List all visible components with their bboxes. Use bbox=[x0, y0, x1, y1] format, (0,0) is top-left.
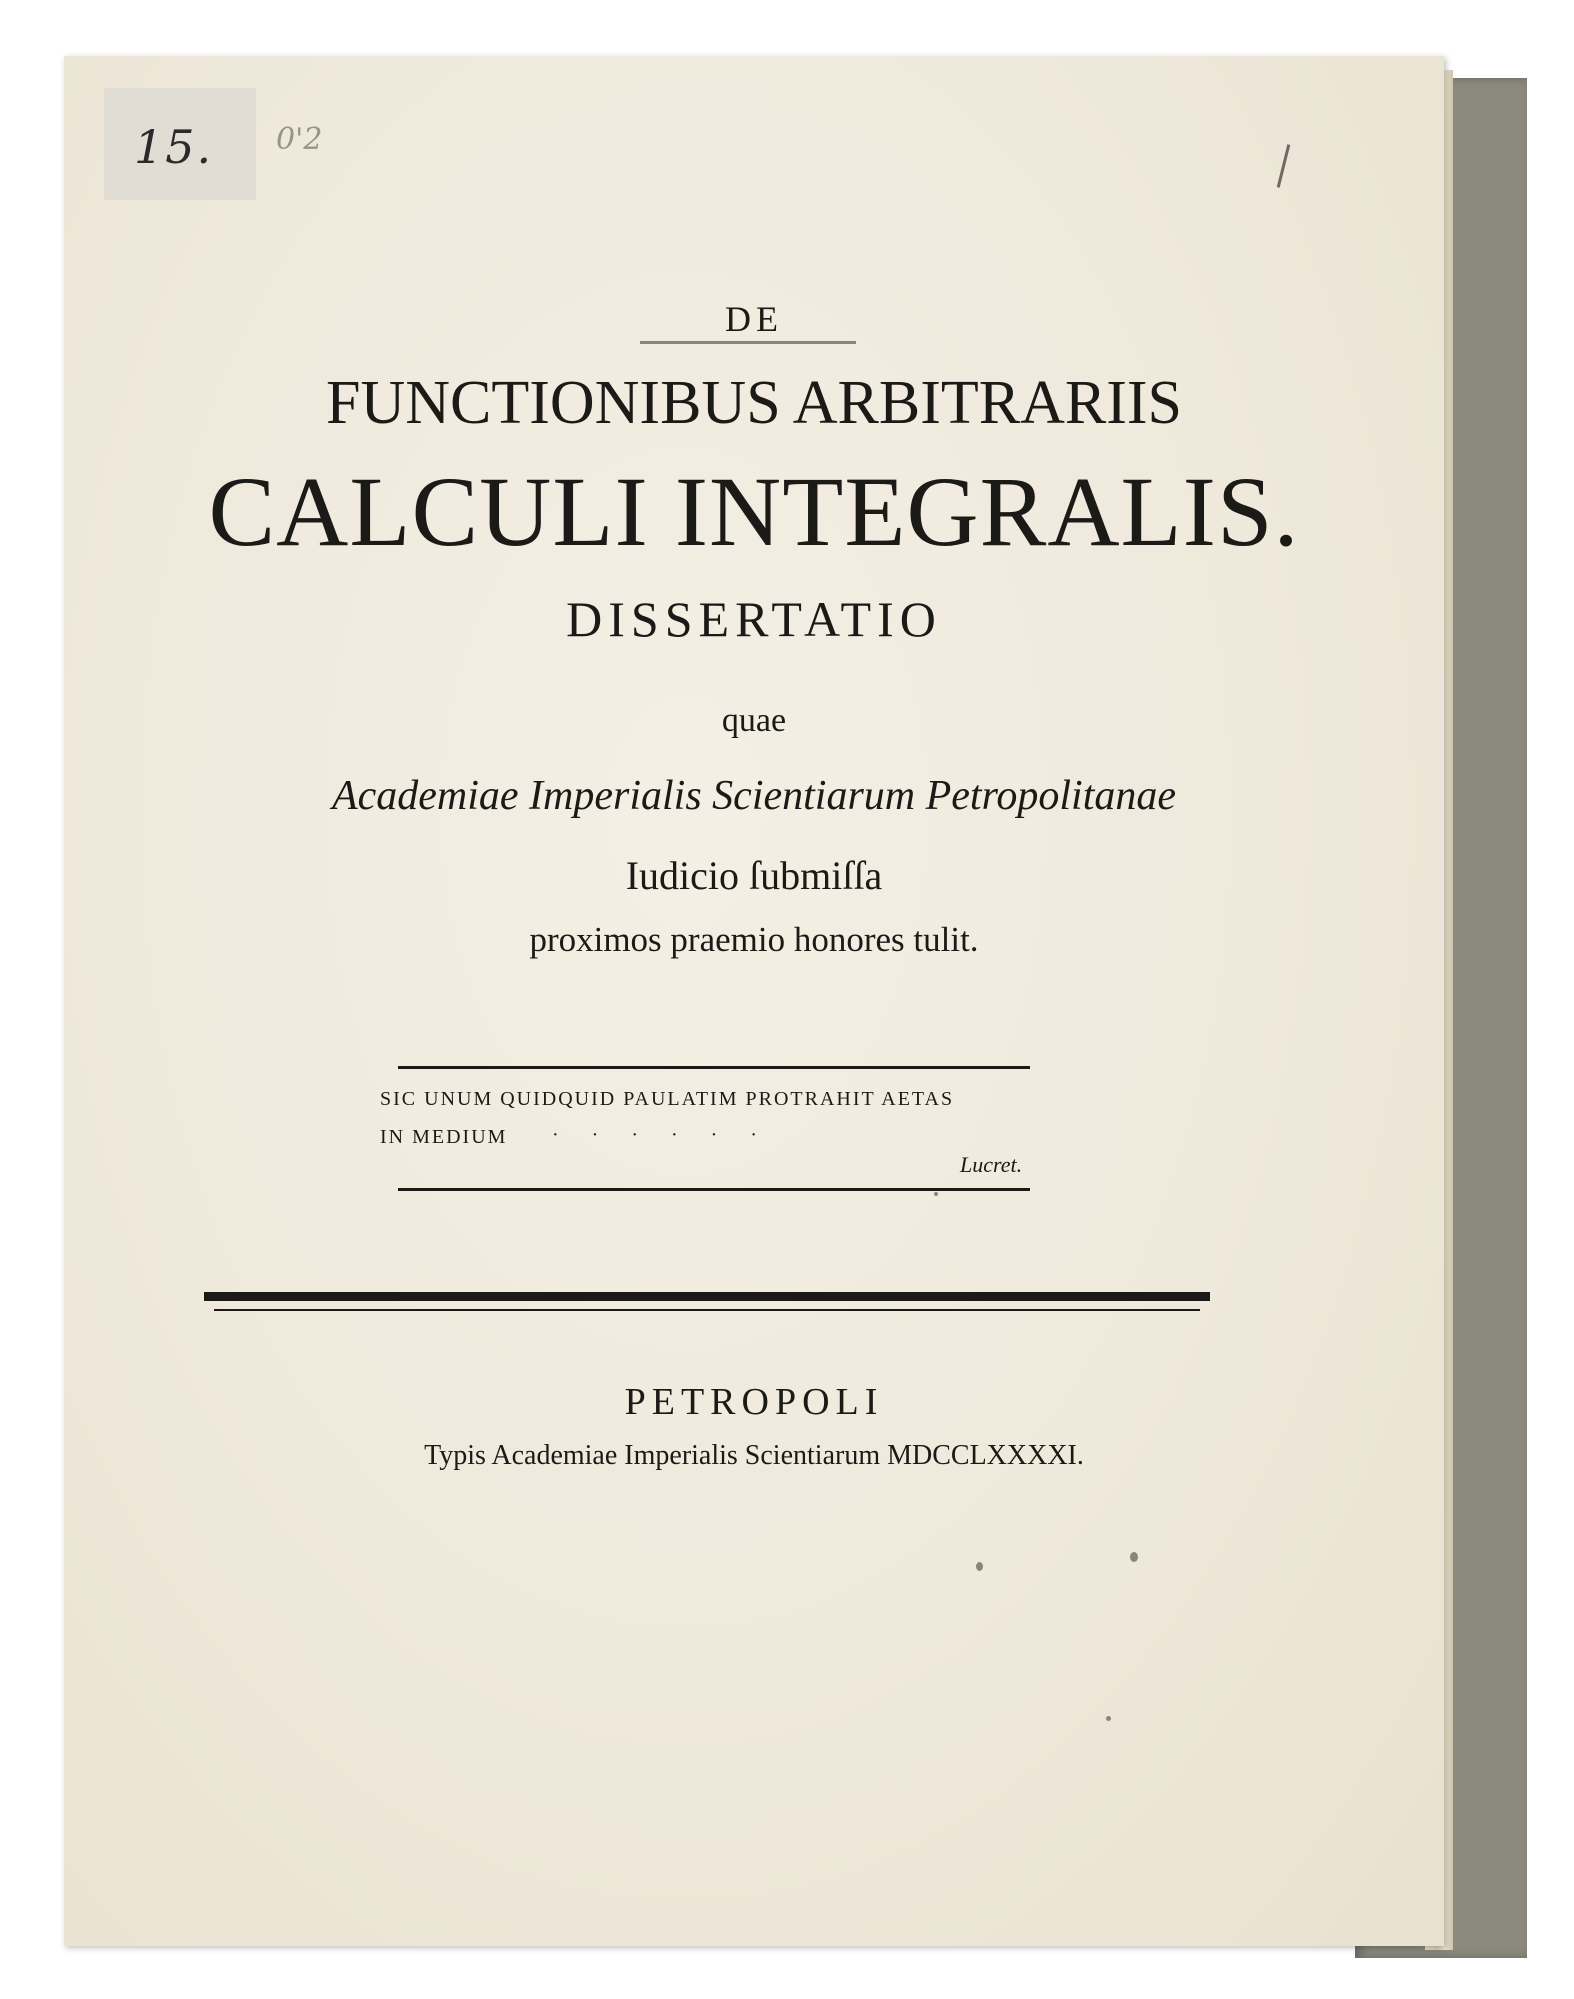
pencil-underline bbox=[640, 341, 856, 344]
shelf-number: 15. bbox=[134, 120, 214, 174]
motto-line-2: IN MEDIUM bbox=[380, 1126, 508, 1148]
title-proximos: proximos praemio honores tulit. bbox=[529, 920, 979, 959]
title-functionibus: FUNCTIONIBUS ARBITRARIIS bbox=[325, 369, 1183, 437]
motto-top-rule bbox=[398, 1066, 1030, 1069]
title-quae: quae bbox=[721, 702, 787, 739]
motto-attribution: Lucret. bbox=[960, 1152, 1023, 1177]
thick-divider-rule bbox=[204, 1292, 1210, 1301]
title-de: DE bbox=[725, 299, 783, 339]
imprint-printer: Typis Academiae Imperialis Scientiarum MDCCLXXXXI. bbox=[424, 1440, 1084, 1471]
thin-divider-rule bbox=[214, 1309, 1200, 1311]
title-dissertatio: DISSERTATIO bbox=[566, 591, 942, 647]
title-academiae: Academiae Imperialis Scientiarum Petropolitanae bbox=[331, 773, 1177, 819]
motto-bottom-rule bbox=[398, 1188, 1030, 1191]
title-iudicio: Iudicio ſubmiſſa bbox=[625, 853, 883, 898]
motto-line-1: SIC UNUM QUIDQUID PAULATIM PROTRAHIT AETAS bbox=[380, 1088, 955, 1110]
foxing-spot bbox=[976, 1562, 983, 1571]
title-calculi: CALCULI INTEGRALIS. bbox=[208, 456, 1300, 567]
imprint-place: PETROPOLI bbox=[624, 1381, 884, 1423]
motto-ellipsis: · · · · · · bbox=[552, 1124, 771, 1146]
foxing-spot bbox=[1106, 1716, 1111, 1721]
pencil-code: 0'2 bbox=[276, 122, 323, 157]
foxing-spot bbox=[934, 1192, 938, 1196]
foxing-spot bbox=[1130, 1552, 1138, 1562]
